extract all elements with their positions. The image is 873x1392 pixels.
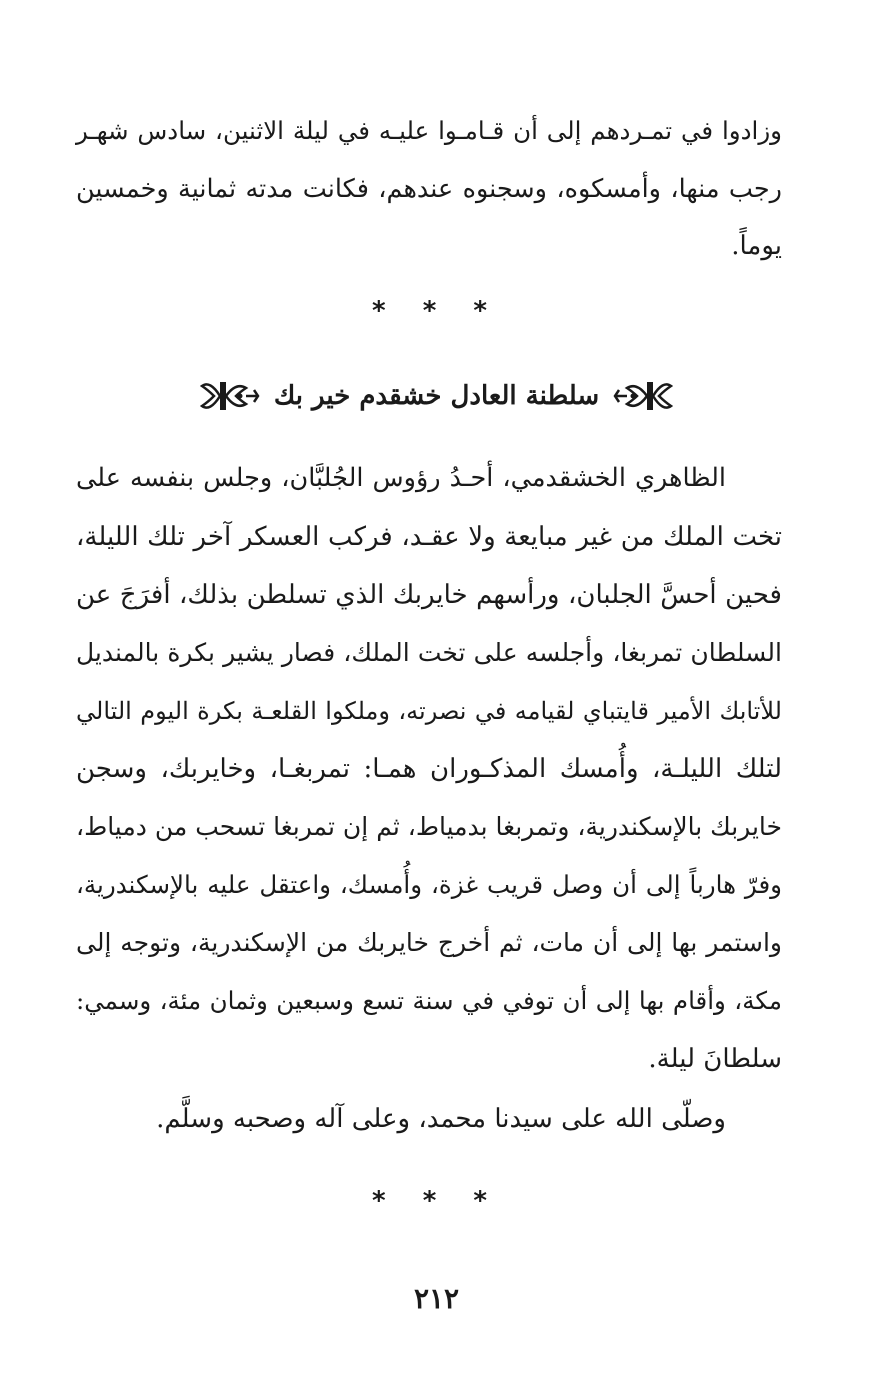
paragraph1-line-2: رجب منها، وأمسكوه، وسجنوه عندهم، فكانت مدته ثمانية وخمسين [76, 174, 782, 204]
paragraph2-line-5: للأتابك الأمير قايتباي لقيامه في نصرته، وملكوا القلعـة بكرة اليوم التالي [76, 697, 782, 725]
paragraph2-line-4: السلطان تمربغا، وأجلسه على تخت الملك، فصار يشير بكرة بالمنديل [76, 638, 782, 667]
paragraph2-line-10: مكة، وأقام بها إلى أن توفي في سنة تسع وسبعين وثمان مئة، وسمي: [76, 986, 782, 1015]
paragraph2-line-7: خايربك بالإسكندرية، وتمربغا بدمياط، ثم إن تمربغا تسحب من دمياط، [76, 812, 782, 841]
paragraph2-line-2: تخت الملك من غير مبايعة ولا عقـد، فركب العسكر آخر تلك الليلة، [76, 522, 782, 552]
paragraph2-line-1: الظاهري الخشقدمي، أحـدُ رؤوس الجُلبَّان، وجلس بنفسه على [76, 463, 726, 493]
closing-line: وصلّى الله على سيدنا محمد، وعلى آله وصحبه وسلَّم. [156, 1104, 726, 1134]
paragraph2-line-3: فحين أحسَّ الجلبان، ورأسهم خايربك الذي تسلطن بذلك، أفرَجَ عن [76, 580, 782, 610]
paragraph2-line-11: سلطانَ ليلة. [648, 1044, 782, 1074]
separator-stars-top: * * * [372, 296, 501, 326]
paragraph1-line-1: وزادوا في تمـردهم إلى أن قـامـوا عليـه في ليلة الاثنين، سادس شهـر [76, 116, 782, 145]
paragraph2-line-9: واستمر بها إلى أن مات، ثم أخرج خايربك من الإسكندرية، وتوجه إلى [76, 928, 782, 957]
paragraph1-line-3: يوماً. [731, 231, 782, 261]
ornament-left-icon [200, 376, 260, 416]
section-heading [0, 368, 873, 424]
paragraph2-line-8: وفرّ هارباً إلى أن وصل قريب غزة، وأُمسك، واعتقل عليه بالإسكندرية، [76, 870, 782, 899]
separator-stars-bottom: * * * [372, 1186, 501, 1216]
page-number: ٢١٢ [413, 1282, 460, 1315]
section-heading-text: سلطنة العادل خشقدم خير بك [273, 381, 600, 411]
ornament-right-icon [613, 376, 673, 416]
paragraph2-line-6: لتلك الليلـة، وأُمسك المذكـوران همـا: تمربغـا، وخايربك، وسجن [76, 754, 782, 784]
